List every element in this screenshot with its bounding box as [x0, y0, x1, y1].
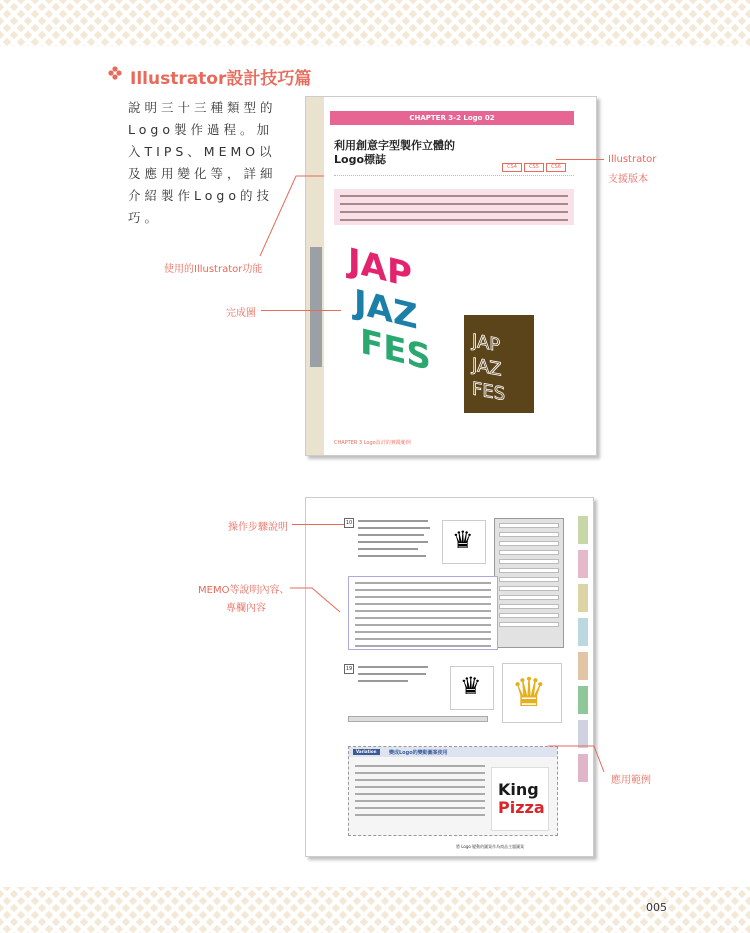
- sample-page-2: [305, 497, 594, 857]
- callout-application-example: 應用範例: [611, 775, 651, 786]
- callout-version-1: Illustrator: [608, 154, 657, 165]
- callout-memo-2: 專欄內容: [226, 603, 266, 614]
- svg-text:JAZ: JAZ: [472, 354, 502, 381]
- king-pizza-logo: King Pizza: [491, 767, 549, 831]
- svg-text:JAZ: JAZ: [354, 282, 418, 338]
- version-badge: CS4: [502, 163, 522, 172]
- page-number: 005: [646, 901, 667, 914]
- callout-memo-1: MEMO等說明內容、: [198, 585, 290, 596]
- page-title: 利用創意字型製作立體的Logo標誌: [334, 139, 455, 166]
- crown-icon: ♛: [460, 672, 482, 700]
- svg-text:JAP: JAP: [348, 240, 412, 297]
- chapter-bar: CHAPTER 3-2 Logo 02: [330, 111, 574, 125]
- version-badge: CS6: [546, 163, 566, 172]
- step-text: [358, 518, 438, 569]
- svg-text:FES: FES: [360, 321, 431, 380]
- variation-title: 變成Logo的變動圖案使用: [389, 750, 448, 756]
- poster-image: [464, 315, 534, 413]
- callout-leader: [261, 310, 341, 311]
- variation-label: Variation: [353, 749, 380, 755]
- top-decorative-band: [0, 0, 750, 46]
- version-badge: CS5: [524, 163, 544, 172]
- svg-text:JAP: JAP: [472, 330, 501, 357]
- step-text: [358, 664, 438, 695]
- callout-leader: [256, 170, 326, 260]
- crown-icon: ♛: [452, 526, 474, 554]
- logo-artwork: [346, 231, 446, 401]
- callout-version-2: 支援版本: [608, 174, 648, 185]
- intro-box: [334, 189, 574, 225]
- sample-page-1: [305, 96, 597, 456]
- bottom-decorative-band: [0, 887, 750, 933]
- version-badges: [500, 153, 566, 172]
- callout-leader: [290, 586, 350, 616]
- settings-panel: [494, 518, 564, 648]
- memo-box: [348, 576, 498, 650]
- options-toolbar: [348, 716, 488, 722]
- callout-leader: [292, 524, 344, 525]
- callout-leader: [556, 159, 604, 160]
- section-title: Illustrator設計技巧篇: [130, 69, 312, 89]
- function-line: [334, 175, 574, 183]
- page-footer: CHAPTER 3 Logo設計的實踐範例: [334, 440, 411, 446]
- svg-text:FES: FES: [472, 378, 506, 406]
- callout-illustrator-function: 使用的Illustrator功能: [164, 264, 263, 275]
- step-number: 10: [345, 520, 353, 526]
- page-footer: 將 Logo 變動的圖案作為商品主題圖案: [456, 844, 525, 849]
- callout-leader: [548, 742, 608, 776]
- callout-step-explanation: 操作步驟說明: [228, 522, 288, 533]
- step-number: 19: [345, 666, 353, 672]
- gold-crown-image: [502, 663, 562, 723]
- gold-crown-icon: ♛: [511, 670, 547, 716]
- chapter-tabs: [578, 516, 588, 836]
- page-spine: [306, 97, 324, 455]
- callout-completed-image: 完成圖: [226, 308, 256, 319]
- intro-text: 說明三十三種類型的Logo製作過程。加入TIPS、MEMO以及應用變化等，詳細介紹製作Logo的技巧。: [128, 100, 277, 225]
- application-example-box: [348, 746, 558, 836]
